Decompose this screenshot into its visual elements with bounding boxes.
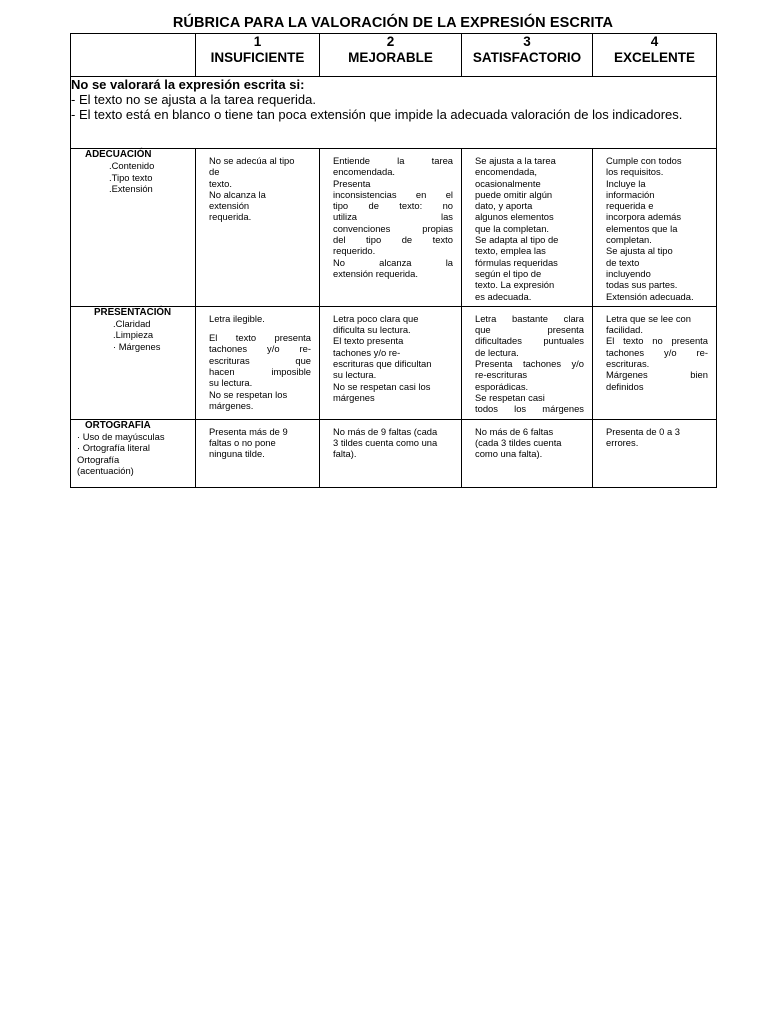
- descriptor-line: según el tipo de: [475, 267, 542, 279]
- note-lead: No se valorará la expresión escrita si:: [71, 77, 305, 92]
- descriptor-line: re-escrituras: [475, 369, 528, 381]
- descriptor-line: todas sus partes.: [606, 279, 678, 291]
- note-row: [71, 77, 717, 149]
- header-blank-cell: [71, 34, 196, 77]
- descriptor-line: márgenes: [333, 391, 375, 403]
- level-name: EXCELENTE: [613, 50, 695, 65]
- criterion-cell: [71, 419, 196, 487]
- note-cell: [71, 77, 717, 149]
- descriptor-line: puede omitir algún: [475, 188, 553, 200]
- descriptor-line: Presenta de 0 a 3: [606, 425, 681, 437]
- descriptor-line: requerida e: [606, 200, 654, 212]
- descriptor-line: Márgenes bien: [606, 369, 708, 381]
- descriptor-line: No alcanza la: [333, 256, 453, 268]
- descriptor-cell-level-4: [593, 419, 717, 487]
- descriptor-line: tachones y/o re-: [606, 346, 708, 358]
- descriptor-line: los requisitos.: [606, 166, 664, 178]
- criterion-subitem: .Limpieza: [113, 329, 154, 341]
- descriptor-line: esporádicas.: [475, 380, 529, 392]
- descriptor-line: dificultades puntuales: [475, 335, 584, 347]
- descriptor-cell-level-4: [593, 149, 717, 307]
- criterion-row-presentacion: [71, 306, 717, 419]
- descriptor-line: incluyendo: [606, 267, 651, 279]
- descriptor-line: Incluye la: [606, 177, 646, 189]
- descriptor-line: tachones y/o re-: [333, 346, 401, 358]
- descriptor-line: todos los márgenes: [475, 403, 584, 415]
- criterion-subitem: .Extensión: [109, 182, 153, 194]
- descriptor-line: falta).: [333, 448, 357, 460]
- criterion-subitem: .Tipo texto: [109, 171, 153, 183]
- descriptor-line: su lectura.: [209, 377, 253, 389]
- descriptor-line: No más de 9 faltas (cada: [333, 425, 438, 437]
- descriptor-line: que presenta: [475, 324, 584, 336]
- descriptor-line: márgenes.: [209, 399, 254, 411]
- descriptor-line: como una falta).: [475, 448, 543, 460]
- descriptor-line: convenciones propias: [333, 222, 453, 234]
- descriptor-line: 3 tildes cuenta como una: [333, 437, 438, 449]
- descriptor-line: No más de 6 faltas: [475, 425, 554, 437]
- level-name: SATISFACTORIO: [472, 50, 582, 65]
- level-header-3: [462, 34, 593, 77]
- descriptor-line: (cada 3 tildes cuenta: [475, 437, 562, 449]
- descriptor-line: de lectura.: [475, 346, 519, 358]
- descriptor-line: texto. La expresión: [475, 279, 555, 291]
- descriptor-line: ocasionalmente: [475, 177, 541, 189]
- descriptor-line: [209, 324, 311, 332]
- descriptor-line: algunos elementos: [475, 211, 554, 223]
- descriptor-line: faltas o no pone: [209, 437, 276, 449]
- level-number: 2: [386, 34, 395, 49]
- criterion-name: ADECUACIÓN: [85, 149, 152, 160]
- criterion-subitem: .Contenido: [109, 160, 155, 172]
- descriptor-line: errores.: [606, 437, 639, 449]
- descriptor-line: Se respetan casi: [475, 391, 545, 403]
- descriptor-line: encomendada.: [333, 166, 396, 178]
- descriptor-line: No se respetan los: [209, 388, 288, 400]
- descriptor-line: inconsistencias en el: [333, 188, 453, 200]
- level-number: 4: [650, 34, 659, 49]
- note-line: - El texto no se ajusta a la tarea requerida.: [71, 92, 316, 107]
- descriptor-line: Extensión adecuada.: [606, 290, 694, 302]
- descriptor-line: tachones y/o re-: [209, 343, 311, 355]
- descriptor-cell-level-3: [462, 419, 593, 487]
- descriptor-cell-level-2: [320, 419, 462, 487]
- level-header-1: [196, 34, 320, 77]
- descriptor-line: encomendada,: [475, 166, 538, 178]
- descriptor-line: No se adecúa al tipo: [209, 155, 295, 166]
- descriptor-line: Se ajusta a la tarea: [475, 155, 556, 166]
- descriptor-cell-level-4: [593, 306, 717, 419]
- descriptor-line: Letra bastante clara: [475, 312, 584, 324]
- descriptor-line: extensión: [209, 200, 250, 212]
- descriptor-cell-level-3: [462, 306, 593, 419]
- descriptor-cell-level-2: [320, 149, 462, 307]
- descriptor-line: El texto presenta: [333, 335, 404, 347]
- level-header-2: [320, 34, 462, 77]
- descriptor-line: es adecuada.: [475, 290, 532, 302]
- descriptor-line: El texto presenta: [209, 332, 311, 344]
- descriptor-line: su lectura.: [333, 369, 377, 381]
- descriptor-line: dificulta su lectura.: [333, 324, 411, 336]
- descriptor-line: escrituras.: [606, 358, 650, 370]
- level-number: 1: [253, 34, 262, 49]
- level-name: INSUFICIENTE: [210, 50, 305, 65]
- descriptor-line: incorpora además: [606, 211, 682, 223]
- criterion-cell: [71, 149, 196, 307]
- descriptor-line: utiliza las: [333, 211, 453, 223]
- descriptor-line: Letra ilegible.: [209, 312, 265, 324]
- descriptor-line: Letra que se lee con: [606, 312, 691, 324]
- descriptor-line: que la completan.: [475, 222, 550, 234]
- descriptor-line: requerido.: [333, 245, 376, 257]
- descriptor-line: dato, y aporta: [475, 200, 533, 212]
- descriptor-line: Se adapta al tipo de: [475, 234, 559, 246]
- criterion-subitem: Ortografía: [77, 453, 120, 465]
- descriptor-line: fórmulas requeridas: [475, 256, 558, 268]
- descriptor-line: de texto: [606, 256, 640, 268]
- descriptor-line: facilidad.: [606, 324, 644, 336]
- descriptor-line: hacen imposible: [209, 366, 311, 378]
- descriptor-line: tipo de texto: no: [333, 200, 453, 212]
- descriptor-line: No alcanza la: [209, 188, 266, 200]
- criterion-subitem: · Uso de mayúsculas: [77, 431, 165, 443]
- descriptor-line: Letra poco clara que: [333, 312, 419, 324]
- criterion-row-adecuacion: [71, 149, 717, 307]
- descriptor-line: Cumple con todos: [606, 155, 682, 166]
- descriptor-line: Presenta más de 9: [209, 425, 288, 437]
- level-name: MEJORABLE: [348, 50, 433, 65]
- descriptor-line: Entiende la tarea: [333, 155, 453, 166]
- descriptor-line: del tipo de texto: [333, 234, 453, 246]
- descriptor-cell-level-1: [196, 149, 320, 307]
- descriptor-line: Se ajusta al tipo: [606, 245, 673, 257]
- criterion-subitem: · Ortografía literal: [77, 442, 150, 454]
- descriptor-line: extensión requerida.: [333, 267, 418, 279]
- descriptor-line: No se respetan casi los: [333, 380, 431, 392]
- note-line: - El texto está en blanco o tiene tan poca extensión que impide la adecuada valoración de los indicadores.: [71, 107, 683, 122]
- descriptor-cell-level-1: [196, 306, 320, 419]
- descriptor-line: Presenta tachones y/o: [475, 358, 584, 370]
- descriptor-line: Presenta: [333, 177, 371, 189]
- criterion-subitem: .Claridad: [113, 318, 151, 330]
- descriptor-cell-level-2: [320, 306, 462, 419]
- descriptor-cell-level-1: [196, 419, 320, 487]
- criterion-subitem: · Márgenes: [113, 340, 161, 352]
- descriptor-line: escrituras que dificultan: [333, 358, 432, 370]
- descriptor-line: elementos que la: [606, 222, 678, 234]
- criterion-name: PRESENTACIÓN: [94, 306, 172, 318]
- document-title: RÚBRICA PARA LA VALORACIÓN DE LA EXPRESIÓN ESCRITA: [172, 15, 614, 31]
- descriptor-cell-level-3: [462, 149, 593, 307]
- criterion-subitem: (acentuación): [77, 465, 134, 477]
- descriptor-line: requerida.: [209, 211, 252, 223]
- criterion-row-ortografia: [71, 419, 717, 487]
- descriptor-line: de: [209, 166, 220, 178]
- descriptor-line: definidos: [606, 380, 644, 392]
- descriptor-line: escrituras que: [209, 354, 311, 366]
- descriptor-line: ninguna tilde.: [209, 448, 265, 460]
- descriptor-line: texto.: [209, 177, 232, 189]
- criterion-cell: [71, 306, 196, 419]
- descriptor-line: información: [606, 188, 655, 200]
- rubric-table: [70, 33, 717, 488]
- descriptor-line: completan.: [606, 234, 652, 246]
- descriptor-line: texto, emplea las: [475, 245, 546, 257]
- criterion-name: ORTOGRAFÍA: [85, 419, 151, 431]
- header-row: [71, 34, 717, 77]
- level-header-4: [593, 34, 717, 77]
- descriptor-line: El texto no presenta: [606, 335, 708, 347]
- level-number: 3: [523, 34, 531, 49]
